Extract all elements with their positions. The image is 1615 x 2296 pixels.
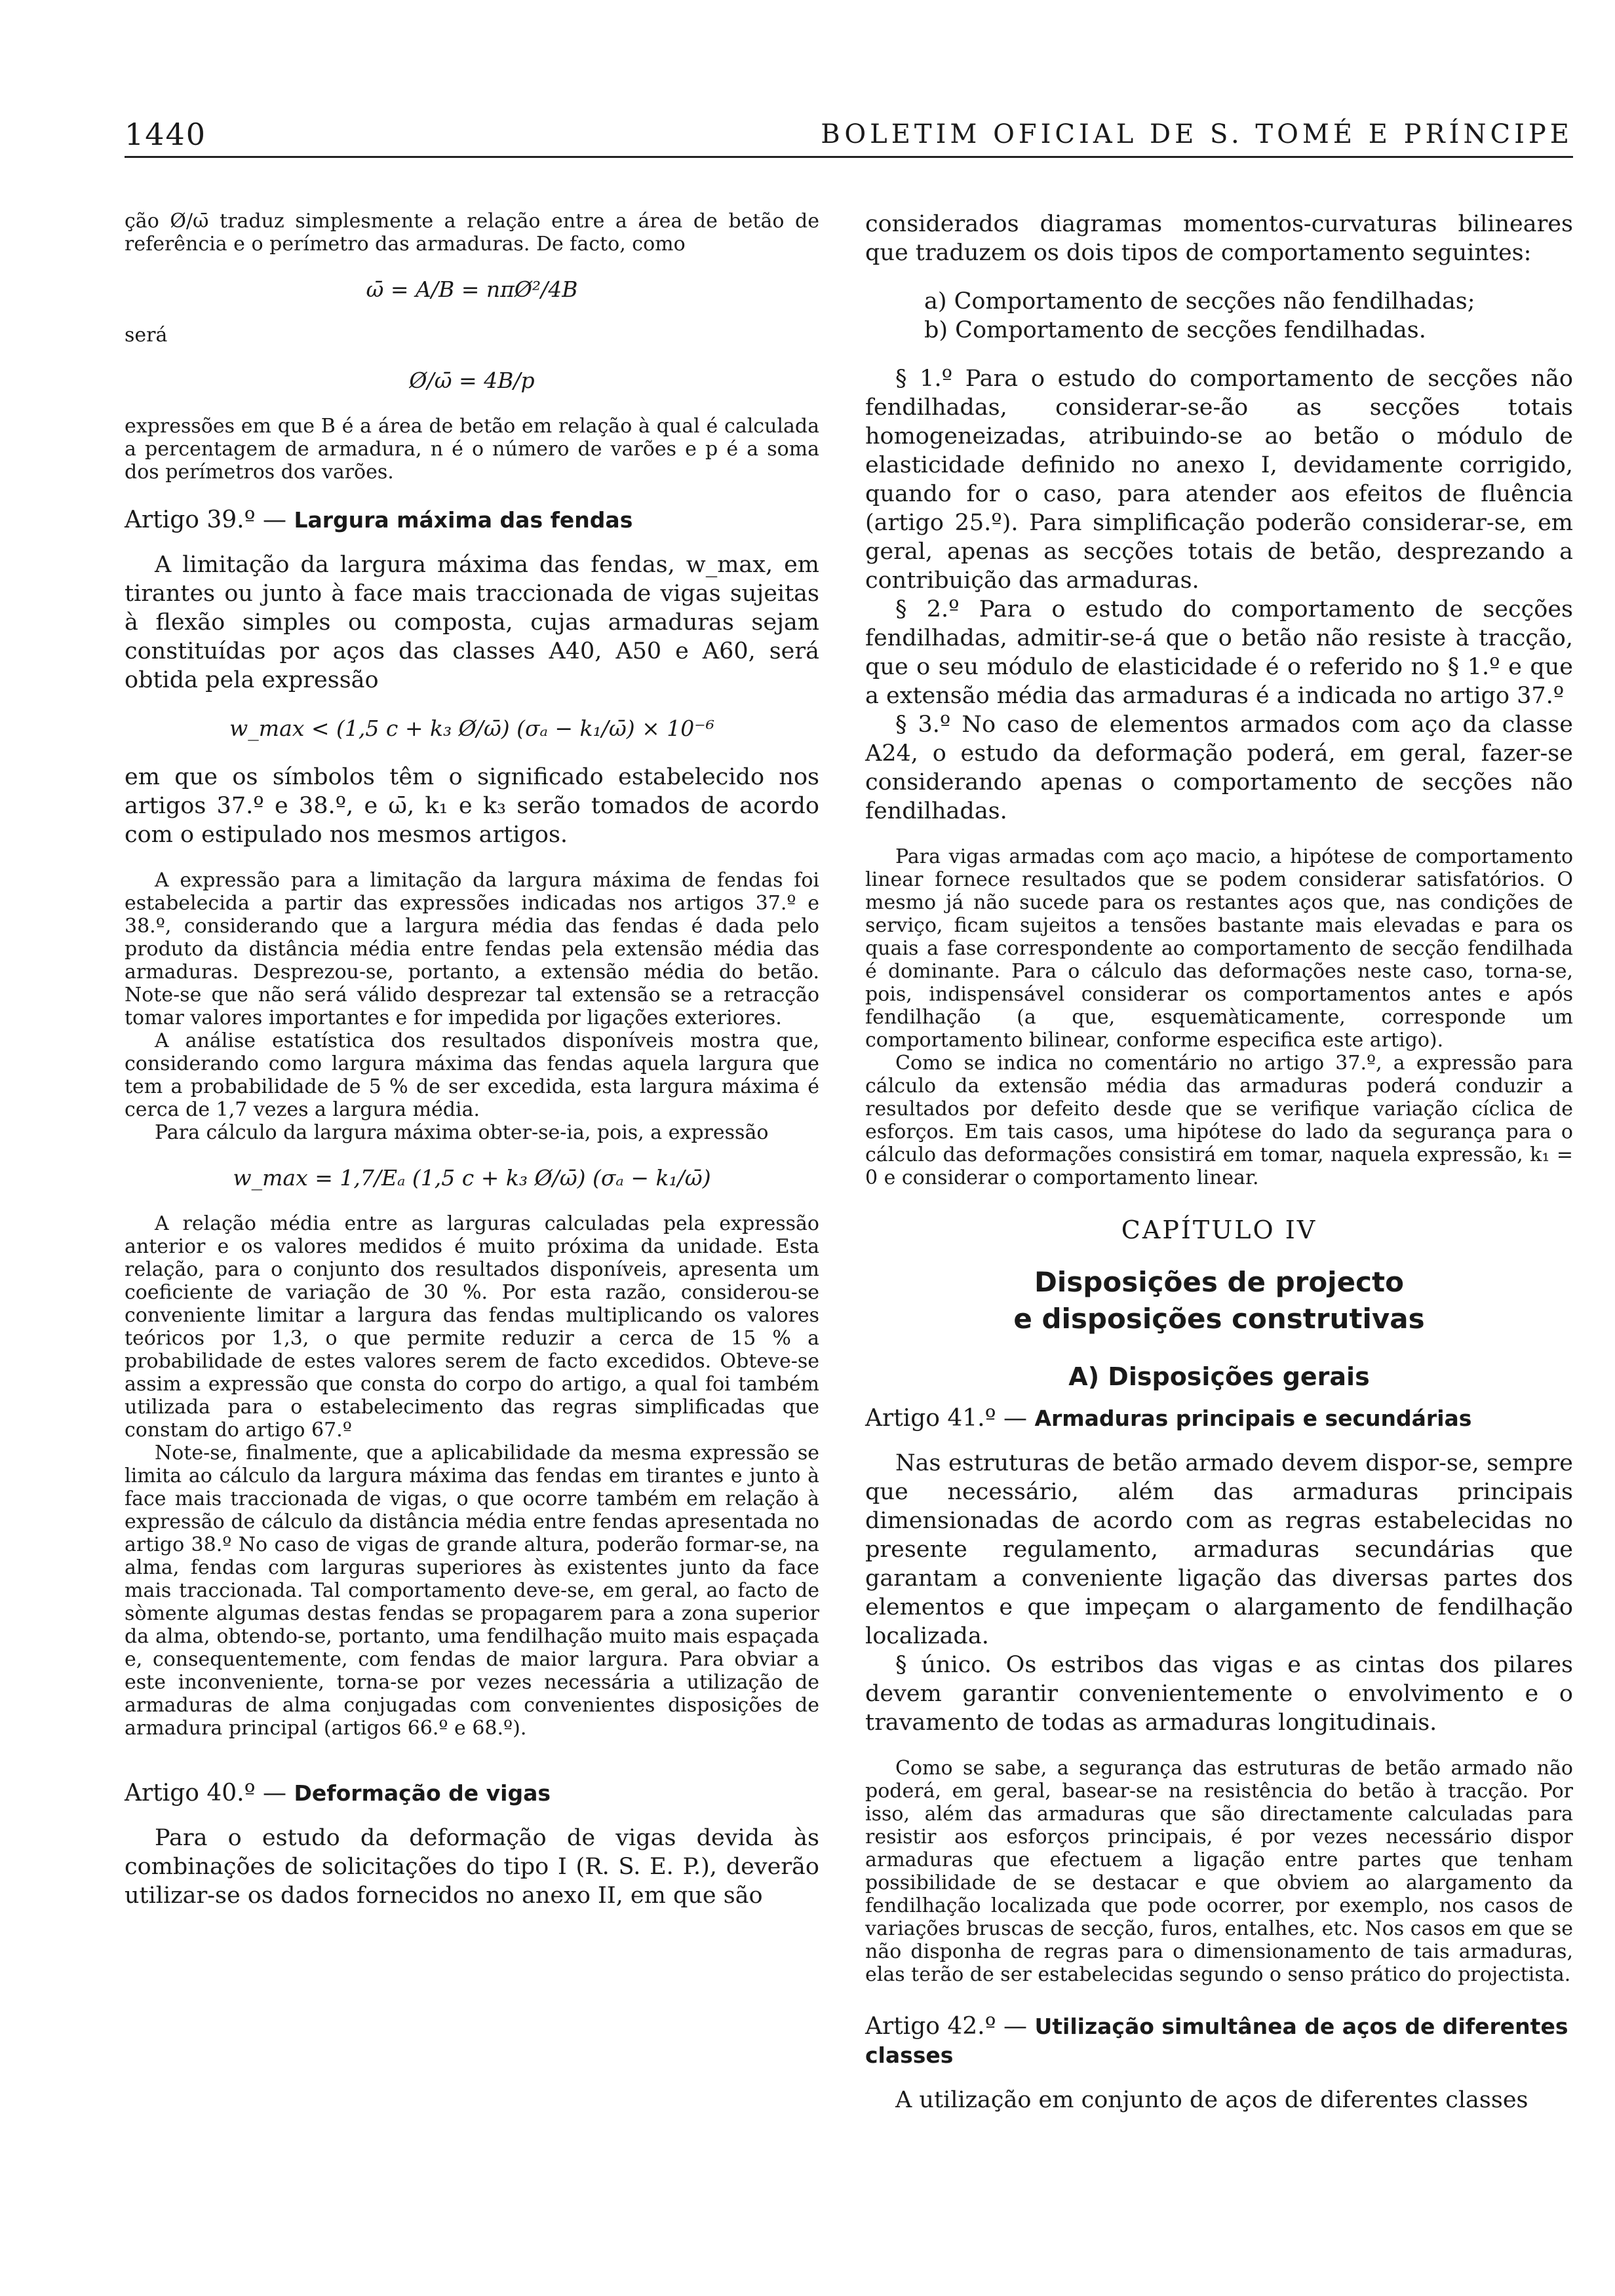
article-40-text: Para o estudo da deformação de vigas devida às combinações de solicitações do tipo I (R. S. E. P.), deverão utilizar-se os dados fornecidos no anexo II, em que são — [125, 1825, 819, 1909]
commentary-paragraph: Como se indica no comentário no artigo 37.º, a expressão para cálculo da extensão média das armaduras poderá conduzir a resultados por defeito desde que se verifique variação cíclica de esforços. Em tais casos, uma hipótese do lado da segurança para o cálculo das deformações consistirá em tomar, naquela expressão, k₁ = 0 e considerar o comportamento linear. — [865, 1052, 1573, 1189]
article-number: Artigo 41.º — — [865, 1405, 1027, 1432]
article-39-heading — [125, 506, 819, 535]
article-42-text: A utilização em conjunto de aços de diferentes classes — [895, 2087, 1528, 2113]
article-39-text: A limitação da largura máxima das fendas, w_max, em tirantes ou junto à face mais traccionada de vigas sujeitas à flexão simples ou composta, cujas armaduras sejam constituídas por aços das classes A40, A50 e A60, será obtida pela expressão — [125, 552, 819, 693]
continuation-paragraph: considerados diagramas momentos-curvaturas bilineares que traduzem os dois tipos de comportamento seguintes: — [865, 211, 1573, 266]
article-title: Armaduras principais e secundárias — [1034, 1406, 1472, 1431]
commentary-paragraph: Como se sabe, a segurança das estruturas de betão armado não poderá, em geral, basear-se na resistência do betão à tracção. Por isso, além das armaduras que são directamente calculadas para resistir aos esforços principais, é por vezes necessário dispor armaduras que efectuem a ligação entre partes que tenham possibilidade de se destacar e que obviem ao alargamento da fendilhação localizada que pode ocorrer, por exemplo, nos casos de variações bruscas de secção, furos, entalhes, etc. Nos casos em que se não disponha de regras para o dimensionamento de tais armaduras, elas terão de ser estabelecidas segundo o senso prático do projectista. — [865, 1757, 1573, 1986]
formula-omega: ω̄ = A/B = nπØ²/4B — [366, 277, 578, 302]
list-item: b) Comportamento de secções fendilhadas. — [924, 317, 1426, 343]
left-column — [125, 210, 819, 1910]
chapter-label: CAPÍTULO IV — [1121, 1215, 1317, 1244]
commentary-paragraph: A análise estatística dos resultados disponíveis mostra que, considerando como largura máxima das fendas aquela largura que tem a probabilidade de 5 % de ser excedida, esta largura máxima é cerca de 1,7 vezes a largura média. — [125, 1029, 819, 1121]
article-40-heading — [125, 1779, 819, 1808]
article-42-heading — [865, 2012, 1573, 2070]
label-sera: será — [125, 324, 168, 347]
article-41-text-2: § único. Os estribos das vigas e as cintas dos pilares devem garantir convenientemente o envolvimento e o travamento de todas as armaduras longitudinais. — [865, 1652, 1573, 1736]
page-number: 1440 — [125, 117, 207, 152]
article-number: Artigo 42.º — — [865, 2013, 1027, 2040]
paragraph-1: § 1.º Para o estudo do comportamento de secções não fendilhadas, considerar-se-ão as secções totais homogeneizadas, atribuindo-se ao betão o módulo de elasticidade definido no anexo I, devidamente corrigido, quando for o caso, para atender aos efeitos de fluência (artigo 25.º). Para simplificação poderão considerar-se, em geral, apenas as secções totais de betão, desprezando a contribuição das armaduras. — [865, 366, 1573, 594]
paragraph-3: § 3.º No caso de elementos armados com aço da classe A24, o estudo da deformação poderá, em geral, fazer-se considerando apenas o comportamento de secções não fendilhadas. — [865, 712, 1573, 824]
chapter-title-line-1: Disposições de projecto — [1034, 1266, 1404, 1298]
formula-wmax: w_max < (1,5 c + k₃ Ø/ω̄) (σₐ − k₁/ω̄) × 10⁻⁶ — [229, 716, 714, 741]
article-39-text-2: em que os símbolos têm o significado estabelecido nos artigos 37.º e 38.º, e ω̄, k₁ e k₃ serão tomados de acordo com o estipulado nos mesmos artigos. — [125, 764, 819, 848]
article-title: Largura máxima das fendas — [294, 507, 633, 533]
page-header — [125, 110, 1573, 158]
formula-phi-omega: Ø/ω̄ = 4B/p — [409, 368, 535, 393]
paragraph-2: § 2.º Para o estudo do comportamento de secções fendilhadas, admitir-se-á que o betão não resiste à tracção, que o seu módulo de elasticidade é o referido no § 1.º e que a extensão média das armaduras é a indicada no artigo 37.º — [865, 596, 1573, 709]
commentary-paragraph: A relação média entre as larguras calculadas pela expressão anterior e os valores medidos é muito próxima da unidade. Esta relação, para o conjunto dos resultados disponíveis, apresenta um coeficiente de variação de 30 %. Por esta razão, considerou-se conveniente limitar a largura das fendas multiplicando os valores teóricos por 1,3, o que permite reduzir a cerca de 15 % a probabilidade de estes valores serem de facto excedidos. Obteve-se assim a expressão que consta do corpo do artigo, a qual foi também utilizada para o estabelecimento das regras simplificadas que constam do artigo 67.º — [125, 1212, 819, 1442]
article-41-heading — [865, 1404, 1573, 1433]
article-title: Deformação de vigas — [294, 1780, 551, 1806]
article-41-text: Nas estruturas de betão armado devem dispor-se, sempre que necessário, além das armaduras principais dimensionadas de acordo com as regras estabelecidas no presente regulamento, armaduras secundárias que garantam a conveniente ligação das diversas partes dos elementos e que impeçam o alargamento de fendilhação localizada. — [865, 1450, 1573, 1649]
formula-wmax-commentary: w_max = 1,7/Eₐ (1,5 c + k₃ Ø/ω̄) (σₐ − k₁/ω̄) — [233, 1165, 711, 1191]
behaviour-list — [865, 287, 1573, 345]
article-number: Artigo 39.º — — [125, 507, 286, 533]
commentary-paragraph: Para cálculo da largura máxima obter-se-ia, pois, a expressão — [155, 1121, 769, 1144]
list-item: a) Comportamento de secções não fendilhadas; — [924, 288, 1475, 315]
article-number: Artigo 40.º — — [125, 1780, 286, 1807]
section-title: A) Disposições gerais — [1068, 1362, 1370, 1391]
commentary-paragraph: A expressão para a limitação da largura máxima de fendas foi estabelecida a partir das expressões indicadas nos artigos 37.º e 38.º, considerando que a largura média das fendas é dada pelo produto da distância média entre fendas pela extensão média das armaduras. Desprezou-se, portanto, a extensão média do betão. Note-se que não será válido desprezar tal extensão se a retracção tomar valores importantes e for impedida por ligações exteriores. — [125, 869, 819, 1029]
commentary-paragraph: Note-se, finalmente, que a aplicabilidade da mesma expressão se limita ao cálculo da largura máxima das fendas em tirantes e junto à face mais traccionada de vigas, o que ocorre também em relação à expressão de cálculo da distância média entre fendas apresentada no artigo 38.º No caso de vigas de grande altura, poderão formar-se, na alma, fendas com larguras superiores às existentes junto da face mais traccionada. Tal comportamento deve-se, em geral, ao facto de sòmente algumas destas fendas se propagarem para a zona superior da alma, obtendo-se, portanto, uma fendilhação muito mais espaçada e, consequentemente, com fendas de maior largura. Para obviar a este inconveniente, torna-se por vezes necessária a utilização de armaduras de alma conjugadas com convenientes disposições de armadura principal (artigos 66.º e 68.º). — [125, 1442, 819, 1740]
chapter-title-line-2: e disposições construtivas — [1013, 1303, 1425, 1335]
journal-title: BOLETIM OFICIAL DE S. TOMÉ E PRÍNCIPE — [821, 119, 1573, 149]
intro-paragraph: ção Ø/ω̄ traduz simplesmente a relação entre a área de betão de referência e o perímetro das armaduras. De facto, como — [125, 210, 819, 256]
commentary-paragraph: Para vigas armadas com aço macio, a hipótese de comportamento linear fornece resultados que se podem considerar satisfatórios. O mesmo já não sucede para os restantes aços que, nas condições de serviço, ficam sujeitos a tensões bastante mais elevadas e para os quais a fase correspondente ao comportamento de secção fendilhada é dominante. Para o cálculo das deformações neste caso, torna-se, pois, indispensável considerar os comportamentos antes e após fendilhação (a que, esquemàticamente, corresponde um comportamento bilinear, conforme especifica este artigo). — [865, 845, 1573, 1052]
article-title: Utilização simultânea de aços de diferentes classes — [865, 2014, 1568, 2068]
intro-definitions: expressões em que B é a área de betão em relação à qual é calculada a percentagem de armadura, n é o número de varões e p é a soma dos perímetros dos varões. — [125, 415, 819, 484]
right-column — [865, 210, 1573, 2114]
